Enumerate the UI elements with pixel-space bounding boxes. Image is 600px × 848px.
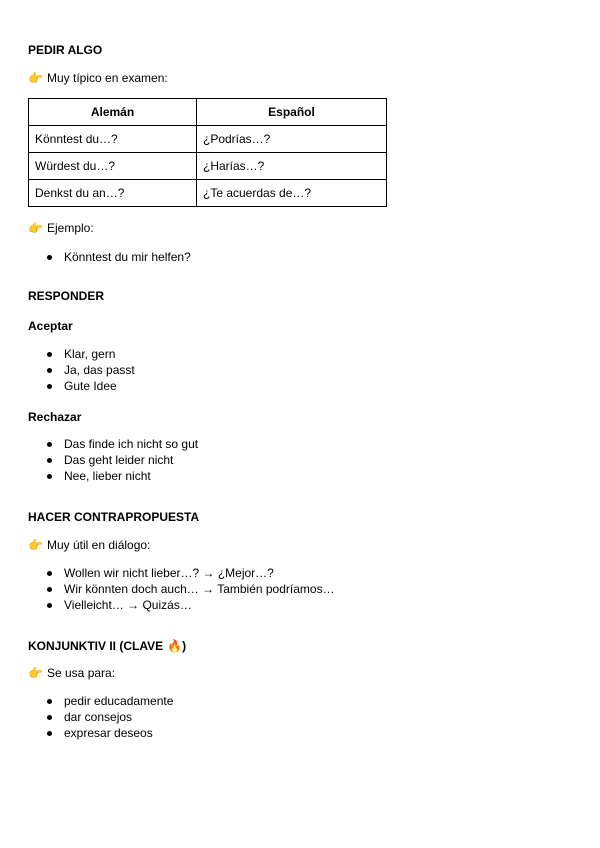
- list-item-text: expresar deseos: [64, 726, 153, 740]
- bullet-icon: [47, 458, 52, 463]
- bullet-icon: [47, 603, 52, 608]
- heading-aceptar: Aceptar: [28, 319, 73, 333]
- contrapropuesta-list: [47, 565, 335, 613]
- list-item-text: Könntest du mir helfen?: [64, 250, 191, 264]
- contrapropuesta-intro: [28, 538, 150, 552]
- pointing-right-icon: 👉: [28, 221, 43, 235]
- bullet-icon: [47, 384, 52, 389]
- bullet-icon: [47, 474, 52, 479]
- konjunktiv-intro: [28, 666, 115, 680]
- konjunktiv-list: [47, 693, 173, 741]
- list-item-text: Das finde ich nicht so gut: [64, 437, 199, 451]
- pointing-right-icon: 👉: [28, 666, 43, 680]
- bullet-icon: [47, 715, 52, 720]
- pedir-intro: [28, 71, 168, 85]
- list-item: [47, 249, 191, 265]
- table-row: [29, 180, 387, 207]
- bullet-icon: [47, 442, 52, 447]
- ejemplo-label-text: Ejemplo:: [47, 221, 94, 235]
- aceptar-list: [47, 346, 135, 394]
- heading-pedir-algo: PEDIR ALGO: [28, 43, 103, 57]
- bullet-icon: [47, 571, 52, 576]
- list-item-text: Nee, lieber nicht: [64, 469, 151, 483]
- list-item-text: Klar, gern: [64, 347, 116, 361]
- heading-konjunktiv-end: ): [182, 639, 187, 653]
- table-header-row: [29, 99, 387, 126]
- list-item-text: dar consejos: [64, 710, 133, 724]
- heading-contrapropuesta: HACER CONTRAPROPUESTA: [28, 510, 200, 524]
- table-header-espanol: Español: [197, 99, 387, 126]
- table-cell: ¿Podrías…?: [197, 126, 387, 153]
- list-item: [47, 565, 335, 581]
- table-row: [29, 153, 387, 180]
- table-cell: Könntest du…?: [29, 126, 197, 153]
- heading-konjunktiv-text: KONJUNKTIV II (CLAVE: [28, 639, 164, 653]
- list-item-text: Ja, das passt: [64, 363, 135, 377]
- konjunktiv-intro-text: Se usa para:: [47, 666, 116, 680]
- bullet-icon: [47, 587, 52, 592]
- bullet-icon: [47, 368, 52, 373]
- pedir-intro-text: Muy típico en examen:: [47, 71, 168, 85]
- heading-responder: RESPONDER: [28, 289, 105, 303]
- list-item-text: Das geht leider nicht: [64, 453, 174, 467]
- table-row: [29, 126, 387, 153]
- list-item: [47, 378, 135, 394]
- phrases-table: [28, 98, 387, 207]
- list-item-text: Wollen wir nicht lieber…? → ¿Mejor…?: [64, 566, 274, 580]
- rechazar-list: [47, 436, 198, 484]
- table-cell: ¿Te acuerdas de…?: [197, 180, 387, 207]
- list-item: [47, 452, 198, 468]
- heading-rechazar: Rechazar: [28, 410, 82, 424]
- pointing-right-icon: 👉: [28, 538, 43, 552]
- table-cell: Denkst du an…?: [29, 180, 197, 207]
- list-item: [47, 709, 173, 725]
- list-item: [47, 346, 135, 362]
- bullet-icon: [47, 352, 52, 357]
- list-item: [47, 693, 173, 709]
- ejemplo-label: [28, 221, 94, 235]
- list-item: [47, 468, 198, 484]
- list-item: [47, 725, 173, 741]
- contrapropuesta-intro-text: Muy útil en diálogo:: [47, 538, 151, 552]
- bullet-icon: [47, 255, 52, 260]
- table-cell: ¿Harías…?: [197, 153, 387, 180]
- list-item-text: Wir könnten doch auch… → También podríamos…: [64, 582, 335, 596]
- ejemplo-list: [47, 249, 191, 265]
- heading-konjunktiv: [28, 639, 186, 653]
- list-item: [47, 362, 135, 378]
- list-item-text: pedir educadamente: [64, 694, 174, 708]
- pointing-right-icon: 👉: [28, 71, 43, 85]
- table-header-aleman: Alemán: [29, 99, 197, 126]
- list-item-text: Gute Idee: [64, 379, 117, 393]
- list-item: [47, 597, 335, 613]
- bullet-icon: [47, 699, 52, 704]
- list-item-text: Vielleicht… → Quizás…: [64, 598, 192, 612]
- fire-icon: 🔥: [167, 639, 183, 653]
- table-cell: Würdest du…?: [29, 153, 197, 180]
- list-item: [47, 436, 198, 452]
- bullet-icon: [47, 731, 52, 736]
- list-item: [47, 581, 335, 597]
